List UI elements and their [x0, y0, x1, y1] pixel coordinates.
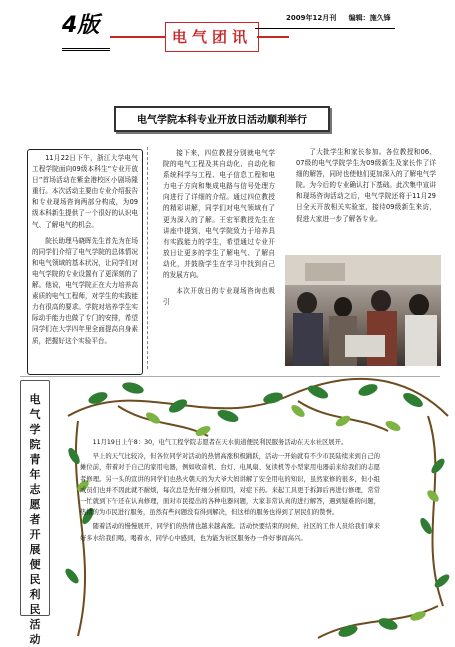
volunteer-article [80, 437, 380, 547]
column-divider [147, 147, 148, 369]
article-paragraph: 11月22日下午，浙江大学电气工程学院面向09级本科生“专业开放日”首场活动在紫金港校区小剧场隆重行。本次活动主要由专业介绍报告和专业现场咨询两部分构成，为09级本科新生提供了一个很好的认识电气、了解电气的机会。 [32, 154, 138, 229]
masthead-rule-left [110, 36, 165, 38]
article-paragraph: 11月19日上午8：30，电气工程学院志愿者在天水街道便民利民服务活动在天水社区展开。 [92, 439, 348, 446]
event-photo [285, 255, 441, 366]
article-column-3 [296, 147, 436, 230]
vertical-title-char: 电 [29, 393, 41, 406]
vertical-title-char: 利 [29, 588, 41, 601]
photo-illustration [285, 255, 441, 366]
vertical-title-char: 开 [29, 528, 41, 541]
vertical-title-char: 展 [29, 543, 41, 556]
article-paragraph: 院长助理马晓晖先生首先为在场的同学们介绍了电气学院的总体情况和电气领域的基本状况，让同学们对电气学院的专业设置有了更深刻的了解。他说，电气学院正在大力培养高素质的电气工程师，对学生的实践能力有很高的要求。学院对培养学生实际动手能力也做了专门的安排，希望同学们在大学四年里全面提高自身素质，把握好这个实验平台。 [32, 236, 138, 345]
vertical-title-char: 民 [29, 603, 41, 616]
vertical-title [20, 392, 50, 647]
vertical-title-char: 便 [29, 558, 41, 571]
headline: 电气学院本科专业开放日活动顺利举行 [137, 115, 307, 126]
article-paragraph: 早上的天气比较冷，但各位同学对活动的热情高涨积极踊跃，活动一开始就有不少市民陆续来到自己的摊位前，带着对于自己的家用电器，例如收音机、台灯、电风扇、复读机等小型家用电器前来给我们的志愿者修理。另一头的宣讲的同学们也热火朝天的为大爷大妈讲解了安全用电的知识，虽然家修的很多，但小组成员们也并不因此就不耐烦，每次总是先仔细分析原因，对症下药。来起工具更于拆卸后再进行修理，常常一忙就到下午还在认真修理，面对市民提出的各种电器问题，大家非常认真的进行解答，遇到疑难的问题，热情的为市民进行服务，虽然有些问题没有得到解决，但这样的服务也得到了居民们的赞誉。 [80, 453, 380, 517]
vertical-title-char: 动 [29, 633, 41, 646]
vertical-title-char: 活 [29, 618, 41, 631]
vertical-title-char: 愿 [29, 498, 41, 511]
editor-credit: 编辑：施久锋 [348, 14, 391, 22]
issue-info [286, 13, 401, 23]
vertical-title-char: 学 [29, 423, 41, 436]
article-paragraph: 本次开放日的专业现场咨询也吸引 [163, 287, 275, 307]
article-column-1 [27, 149, 143, 375]
vertical-title-char: 气 [29, 408, 41, 421]
article-paragraph: 了大批学生和家长参加。各位教授和06、07级的电气学院学生为09级新生及家长作了详细的解答，同时也使他们更加深入的了解电气学院。为今后的专业确认打下基础。此次集中宣讲和现场咨询活动之后，电气学院还将于11月29日全天开放相关实验室，接待09级新生来访，促进大家进一步了解各专业。 [296, 148, 436, 223]
vertical-title-char: 院 [29, 438, 41, 451]
vertical-title-char: 者 [29, 513, 41, 526]
masthead-rule-right [257, 36, 289, 38]
article-column-2 [163, 148, 275, 313]
vertical-title-char: 民 [29, 573, 41, 586]
vertical-title-char: 年 [29, 468, 41, 481]
issue-date: 2009年12月刊 [286, 14, 337, 22]
vertical-title-char: 志 [29, 483, 41, 496]
vertical-title-char: 青 [29, 453, 41, 466]
page-number: 4版 [62, 8, 110, 51]
masthead-title: 电气团讯 [165, 22, 259, 52]
article-paragraph: 接下来，四位教授分别就电气学院的电气工程及其自动化、自动化和系统科学与工程、电子信息工程和电力电子方向和集成电路与信号处理方向进行了详细的介绍。通过四位教授的精彩讲解，同学们对电气领域有了更为深入的了解。王宏军教授先生在讲座中提到，电气学院致力于培养具有实践能力的学生，希望通过专业开放日让更多的学生了解电气、了解自动化，并鼓励学生在学习中找到自己的发展方向。 [163, 149, 275, 280]
headline-box [114, 106, 330, 132]
article-paragraph: 随着活动的慢慢展开，同学们的热情也越来越高涨。活动快要结束的时候，社区的工作人员给我们拿来好多水给我们喝，喝着水，同学心中感到，也为能为社区服务办一件好事而高兴。 [80, 523, 380, 542]
header-rule [255, 28, 395, 29]
